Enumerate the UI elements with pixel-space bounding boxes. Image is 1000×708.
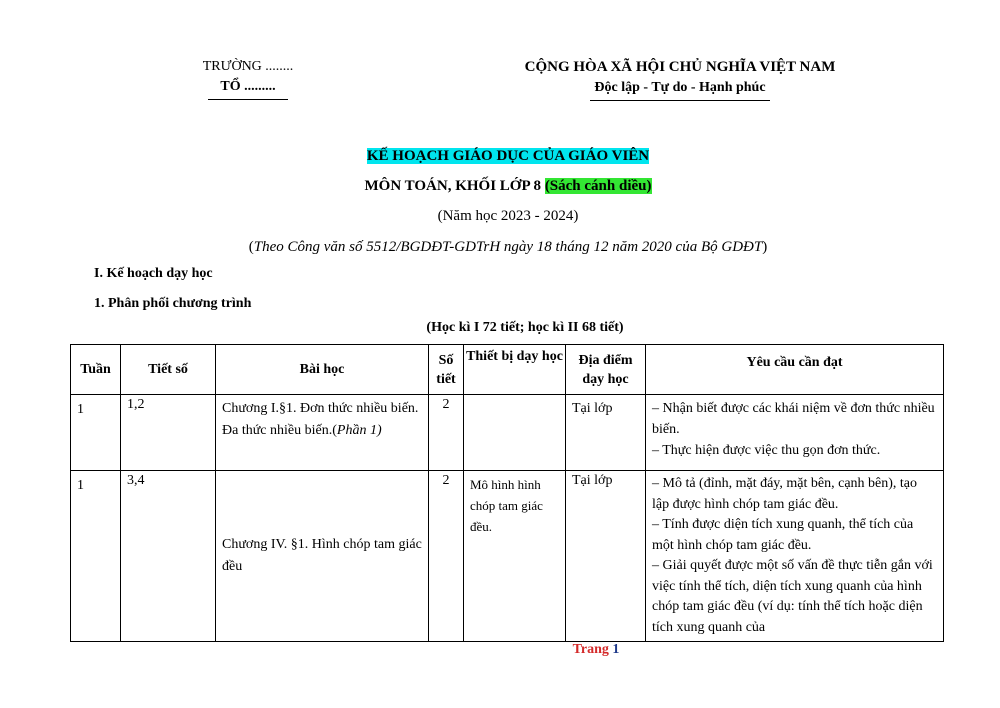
- row1-req-2: – Thực hiện được việc thu gọn đơn thức.: [652, 443, 881, 458]
- school-year: (Năm học 2023 - 2024): [437, 208, 579, 224]
- table-row: [71, 471, 944, 642]
- school-name: TRƯỜNG ........: [202, 59, 294, 74]
- subject-line: [0, 175, 1000, 197]
- legal-reference: (Theo Công văn số 5512/BGDĐT-GDTrH ngày 18 tháng 12 năm 2020 của Bộ GDĐT): [248, 239, 768, 255]
- section-heading-plan: I. Kế hoạch dạy học: [94, 266, 213, 281]
- row2-week: 1: [77, 478, 84, 493]
- row1-week: 1: [77, 402, 84, 417]
- document-title: KẾ HOẠCH GIÁO DỤC CỦA GIÁO VIÊN: [366, 148, 650, 164]
- row1-location: Tại lớp: [572, 401, 613, 416]
- row2-req-2: – Tính được diện tích xung quanh, thể tích của một hình chóp tam giác đều.: [652, 517, 914, 553]
- subject-grade: MÔN TOÁN, KHỐI LỚP 8: [364, 178, 542, 194]
- row2-req-1: – Mô tả (đỉnh, mặt đáy, mặt bên, cạnh bên), tạo lập được hình chóp tam giác đều.: [652, 476, 918, 512]
- section-heading-distribution: 1. Phân phối chương trình: [94, 296, 252, 311]
- row1-period: 1,2: [127, 397, 145, 412]
- row2-requirements: [646, 471, 943, 641]
- row2-period: 3,4: [127, 473, 145, 488]
- page-number: 1: [612, 642, 620, 657]
- row1-equipment: [464, 395, 565, 401]
- row1-lesson: Chương I.§1. Đơn thức nhiều biến. Đa thức nhiều biến.(Phần 1): [222, 401, 419, 438]
- header-week: Tuần: [71, 345, 121, 395]
- header-period: Tiết số: [121, 345, 216, 395]
- school-header: [178, 57, 318, 100]
- curriculum-table: [70, 344, 944, 642]
- row2-lesson: Chương IV. §1. Hình chóp tam giác đều: [222, 537, 422, 574]
- national-motto: Độc lập - Tự do - Hạnh phúc: [590, 78, 769, 101]
- header-requirements: Yêu cầu cần đạt: [646, 345, 944, 395]
- textbook-name: (Sách cánh diều): [544, 178, 652, 194]
- row1-count: 2: [442, 397, 450, 412]
- group-name: TỔ .........: [208, 77, 287, 100]
- table-header-row: [71, 345, 944, 395]
- nation-name: CỘNG HÒA XÃ HỘI CHỦ NGHĨA VIỆT NAM: [524, 59, 836, 75]
- nation-header: [500, 57, 860, 101]
- semester-summary: (Học kì I 72 tiết; học kì II 68 tiết): [426, 320, 624, 335]
- row1-req-1: – Nhận biết được các khái niệm về đơn thức nhiều biến.: [652, 401, 935, 437]
- page-label: Trang: [572, 642, 609, 657]
- row2-count: 2: [442, 473, 450, 488]
- header-count: Số tiết: [429, 345, 464, 395]
- row2-equipment: Mô hình hình chóp tam giác đều.: [470, 477, 543, 534]
- header-equipment: Thiết bị dạy học: [464, 345, 566, 395]
- row1-requirements: [646, 395, 943, 464]
- header-lesson: Bài học: [216, 345, 429, 395]
- header-location: Địa điểm dạy học: [566, 345, 646, 395]
- row2-req-3: – Giải quyết được một số vấn đề thực tiễn gắn với việc tính thể tích, diện tích xung quanh của hình chóp tam giác đều (ví dụ: tính thể tích hoặc diện tích xung quanh của: [652, 558, 933, 635]
- row2-location: Tại lớp: [572, 473, 613, 488]
- page-footer: [0, 642, 1000, 658]
- document-title-block: [0, 145, 1000, 258]
- table-row: [71, 395, 944, 471]
